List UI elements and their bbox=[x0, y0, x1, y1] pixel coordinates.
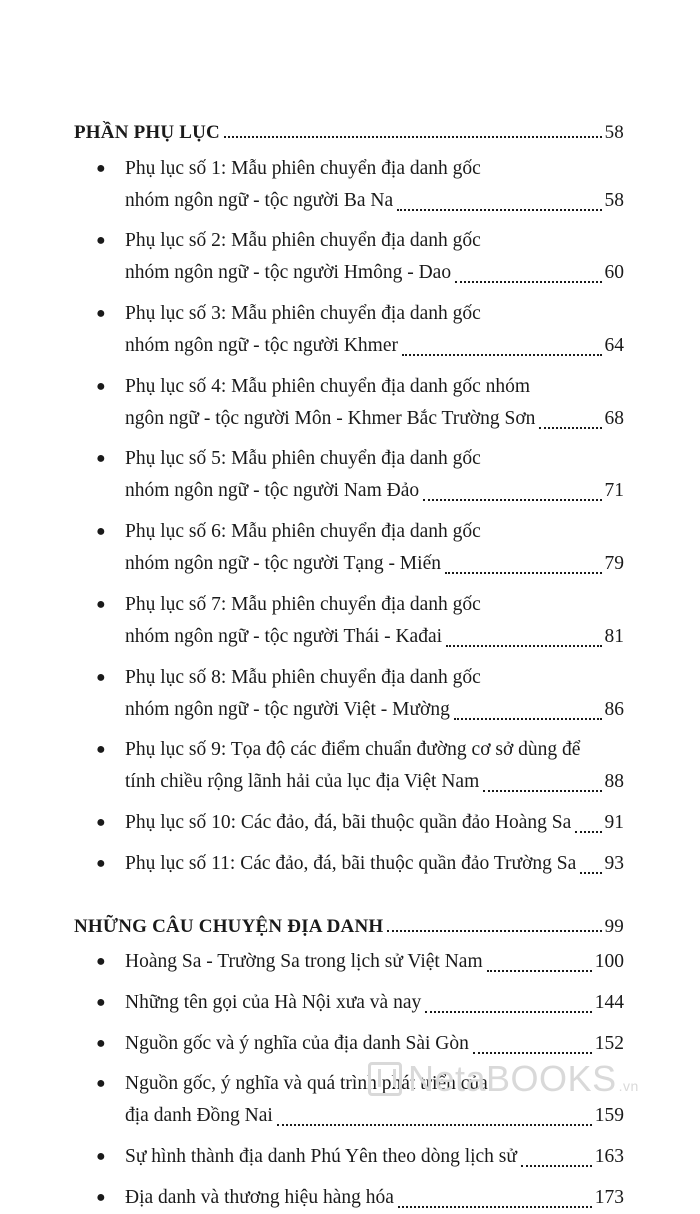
entry-text: nhóm ngôn ngữ - tộc người Tạng - Miến bbox=[125, 553, 441, 575]
entry-text: Phụ lục số 2: Mẫu phiên chuyển địa danh gốc bbox=[125, 230, 481, 252]
dot-leader bbox=[446, 645, 601, 647]
entry-text: Hoàng Sa - Trường Sa trong lịch sử Việt Nam bbox=[125, 951, 483, 973]
section-title: NHỮNG CÂU CHUYỆN ĐỊA DANH bbox=[74, 915, 384, 937]
entry-text: Địa danh và thương hiệu hàng hóa bbox=[125, 1186, 394, 1208]
page-number: 159 bbox=[594, 1105, 624, 1127]
dot-leader bbox=[277, 1124, 592, 1126]
page-number: 58 bbox=[604, 189, 624, 211]
list-item bbox=[74, 1141, 624, 1173]
entry-text: nhóm ngôn ngữ - tộc người Khmer bbox=[125, 335, 398, 357]
watermark-suffix: .vn bbox=[618, 1078, 639, 1094]
entry-text: Nguồn gốc và ý nghĩa của địa danh Sài Gòn bbox=[125, 1032, 469, 1054]
entry-text: Những tên gọi của Hà Nội xưa và nay bbox=[125, 991, 422, 1013]
entry-text: tính chiều rộng lãnh hải của lục địa Việt Nam bbox=[125, 771, 480, 793]
entry-text: địa danh Đồng Nai bbox=[125, 1105, 273, 1127]
bullet-icon: ● bbox=[96, 668, 106, 686]
list-item bbox=[74, 807, 624, 839]
bullet-icon: ● bbox=[96, 741, 106, 759]
entry-text: nhóm ngôn ngữ - tộc người Nam Đảo bbox=[125, 480, 420, 502]
bullet-icon: ● bbox=[96, 1034, 106, 1052]
entry-text: nhóm ngôn ngữ - tộc người Ba Na bbox=[125, 189, 394, 211]
entry-text: Sự hình thành địa danh Phú Yên theo dòng lịch sử bbox=[125, 1146, 517, 1167]
page-number: 71 bbox=[604, 480, 624, 502]
dot-leader bbox=[580, 872, 601, 874]
bullet-icon: ● bbox=[96, 813, 106, 831]
netabooks-logo-icon bbox=[368, 1062, 402, 1096]
list-item bbox=[74, 298, 624, 362]
dot-leader bbox=[387, 930, 601, 932]
entry-text: Phụ lục số 6: Mẫu phiên chuyển địa danh gốc bbox=[125, 521, 481, 543]
page-number: 173 bbox=[594, 1186, 624, 1208]
dot-leader bbox=[445, 572, 602, 574]
page-number: 86 bbox=[604, 698, 624, 720]
list-item bbox=[74, 1028, 624, 1060]
list-item bbox=[74, 946, 624, 978]
bullet-icon: ● bbox=[96, 993, 106, 1011]
bullet-icon: ● bbox=[96, 523, 106, 541]
bullet-icon: ● bbox=[96, 450, 106, 468]
dot-leader bbox=[397, 209, 601, 211]
bullet-icon: ● bbox=[96, 1075, 106, 1093]
dot-leader bbox=[402, 354, 602, 356]
entry-text: Phụ lục số 3: Mẫu phiên chuyển địa danh gốc bbox=[125, 303, 481, 325]
entry-text: Phụ lục số 10: Các đảo, đá, bãi thuộc quần đảo Hoàng Sa bbox=[125, 811, 572, 833]
bullet-icon: ● bbox=[96, 305, 106, 323]
entry-text: Phụ lục số 11: Các đảo, đá, bãi thuộc quần đảo Trường Sa bbox=[125, 852, 577, 874]
dot-leader bbox=[423, 499, 601, 501]
entry-text: Phụ lục số 7: Mẫu phiên chuyển địa danh gốc bbox=[125, 593, 481, 615]
list-item bbox=[74, 443, 624, 507]
dot-leader bbox=[455, 281, 601, 283]
page-number: 81 bbox=[604, 625, 624, 647]
bullet-icon: ● bbox=[96, 953, 106, 971]
page-number: 91 bbox=[604, 811, 624, 833]
entry-text: nhóm ngôn ngữ - tộc người Hmông - Dao bbox=[125, 262, 452, 284]
dot-leader bbox=[224, 136, 602, 138]
dot-leader bbox=[575, 831, 601, 833]
entry-text: nhóm ngôn ngữ - tộc người Việt - Mường bbox=[125, 698, 450, 720]
list-item bbox=[74, 589, 624, 653]
table-of-contents bbox=[74, 112, 624, 1214]
page-number: 58 bbox=[604, 122, 624, 143]
dot-leader bbox=[454, 718, 602, 720]
page-number: 88 bbox=[604, 771, 624, 793]
dot-leader bbox=[487, 970, 592, 972]
bullet-icon: ● bbox=[96, 159, 106, 177]
list-item bbox=[74, 371, 624, 435]
entry-list bbox=[74, 153, 624, 880]
watermark-brand: NetaBOOKS bbox=[408, 1058, 617, 1099]
page-number: 99 bbox=[604, 915, 624, 937]
dot-leader bbox=[398, 1206, 592, 1208]
entry-text: Phụ lục số 4: Mẫu phiên chuyển địa danh gốc nhóm bbox=[125, 375, 531, 397]
page-number: 60 bbox=[604, 262, 624, 284]
entry-text: Nguồn gốc, ý nghĩa và quá trình phát triển của bbox=[125, 1073, 488, 1095]
page-number: 79 bbox=[604, 553, 624, 575]
bullet-icon: ● bbox=[96, 377, 106, 395]
page-number: 163 bbox=[594, 1146, 624, 1167]
list-item bbox=[74, 153, 624, 217]
bullet-icon: ● bbox=[96, 1148, 106, 1165]
page-number: 64 bbox=[604, 335, 624, 357]
dot-leader bbox=[425, 1011, 592, 1013]
section-heading bbox=[74, 112, 624, 144]
dot-leader bbox=[473, 1052, 592, 1054]
section-heading bbox=[74, 906, 624, 938]
dot-leader bbox=[483, 790, 601, 792]
watermark-logo bbox=[368, 1058, 639, 1100]
page-number: 68 bbox=[604, 407, 624, 429]
entry-text: Phụ lục số 5: Mẫu phiên chuyển địa danh gốc bbox=[125, 448, 481, 470]
entry-text: Phụ lục số 8: Mẫu phiên chuyển địa danh gốc bbox=[125, 666, 481, 688]
dot-leader bbox=[521, 1165, 592, 1167]
page-number: 152 bbox=[594, 1032, 624, 1054]
bullet-icon: ● bbox=[96, 854, 106, 872]
entry-text: Phụ lục số 1: Mẫu phiên chuyển địa danh gốc bbox=[125, 157, 481, 179]
list-item bbox=[74, 734, 624, 798]
entry-text: nhóm ngôn ngữ - tộc người Thái - Kađai bbox=[125, 625, 443, 647]
entry-text: Phụ lục số 9: Tọa độ các điểm chuẩn đường cơ sở dùng để bbox=[125, 739, 581, 761]
list-item bbox=[74, 1182, 624, 1214]
bullet-icon: ● bbox=[96, 1188, 106, 1206]
list-item bbox=[74, 987, 624, 1019]
list-item bbox=[74, 225, 624, 289]
list-item bbox=[74, 848, 624, 880]
dot-leader bbox=[539, 427, 601, 429]
section-title: PHẦN PHỤ LỤC bbox=[74, 122, 220, 143]
entry-text: ngôn ngữ - tộc người Môn - Khmer Bắc Trường Sơn bbox=[125, 407, 536, 429]
list-item bbox=[74, 662, 624, 726]
page-number: 144 bbox=[594, 991, 624, 1013]
page-number: 100 bbox=[594, 951, 624, 973]
bullet-icon: ● bbox=[96, 595, 106, 613]
list-item bbox=[74, 516, 624, 580]
bullet-icon: ● bbox=[96, 232, 106, 250]
page-number: 93 bbox=[604, 852, 624, 874]
